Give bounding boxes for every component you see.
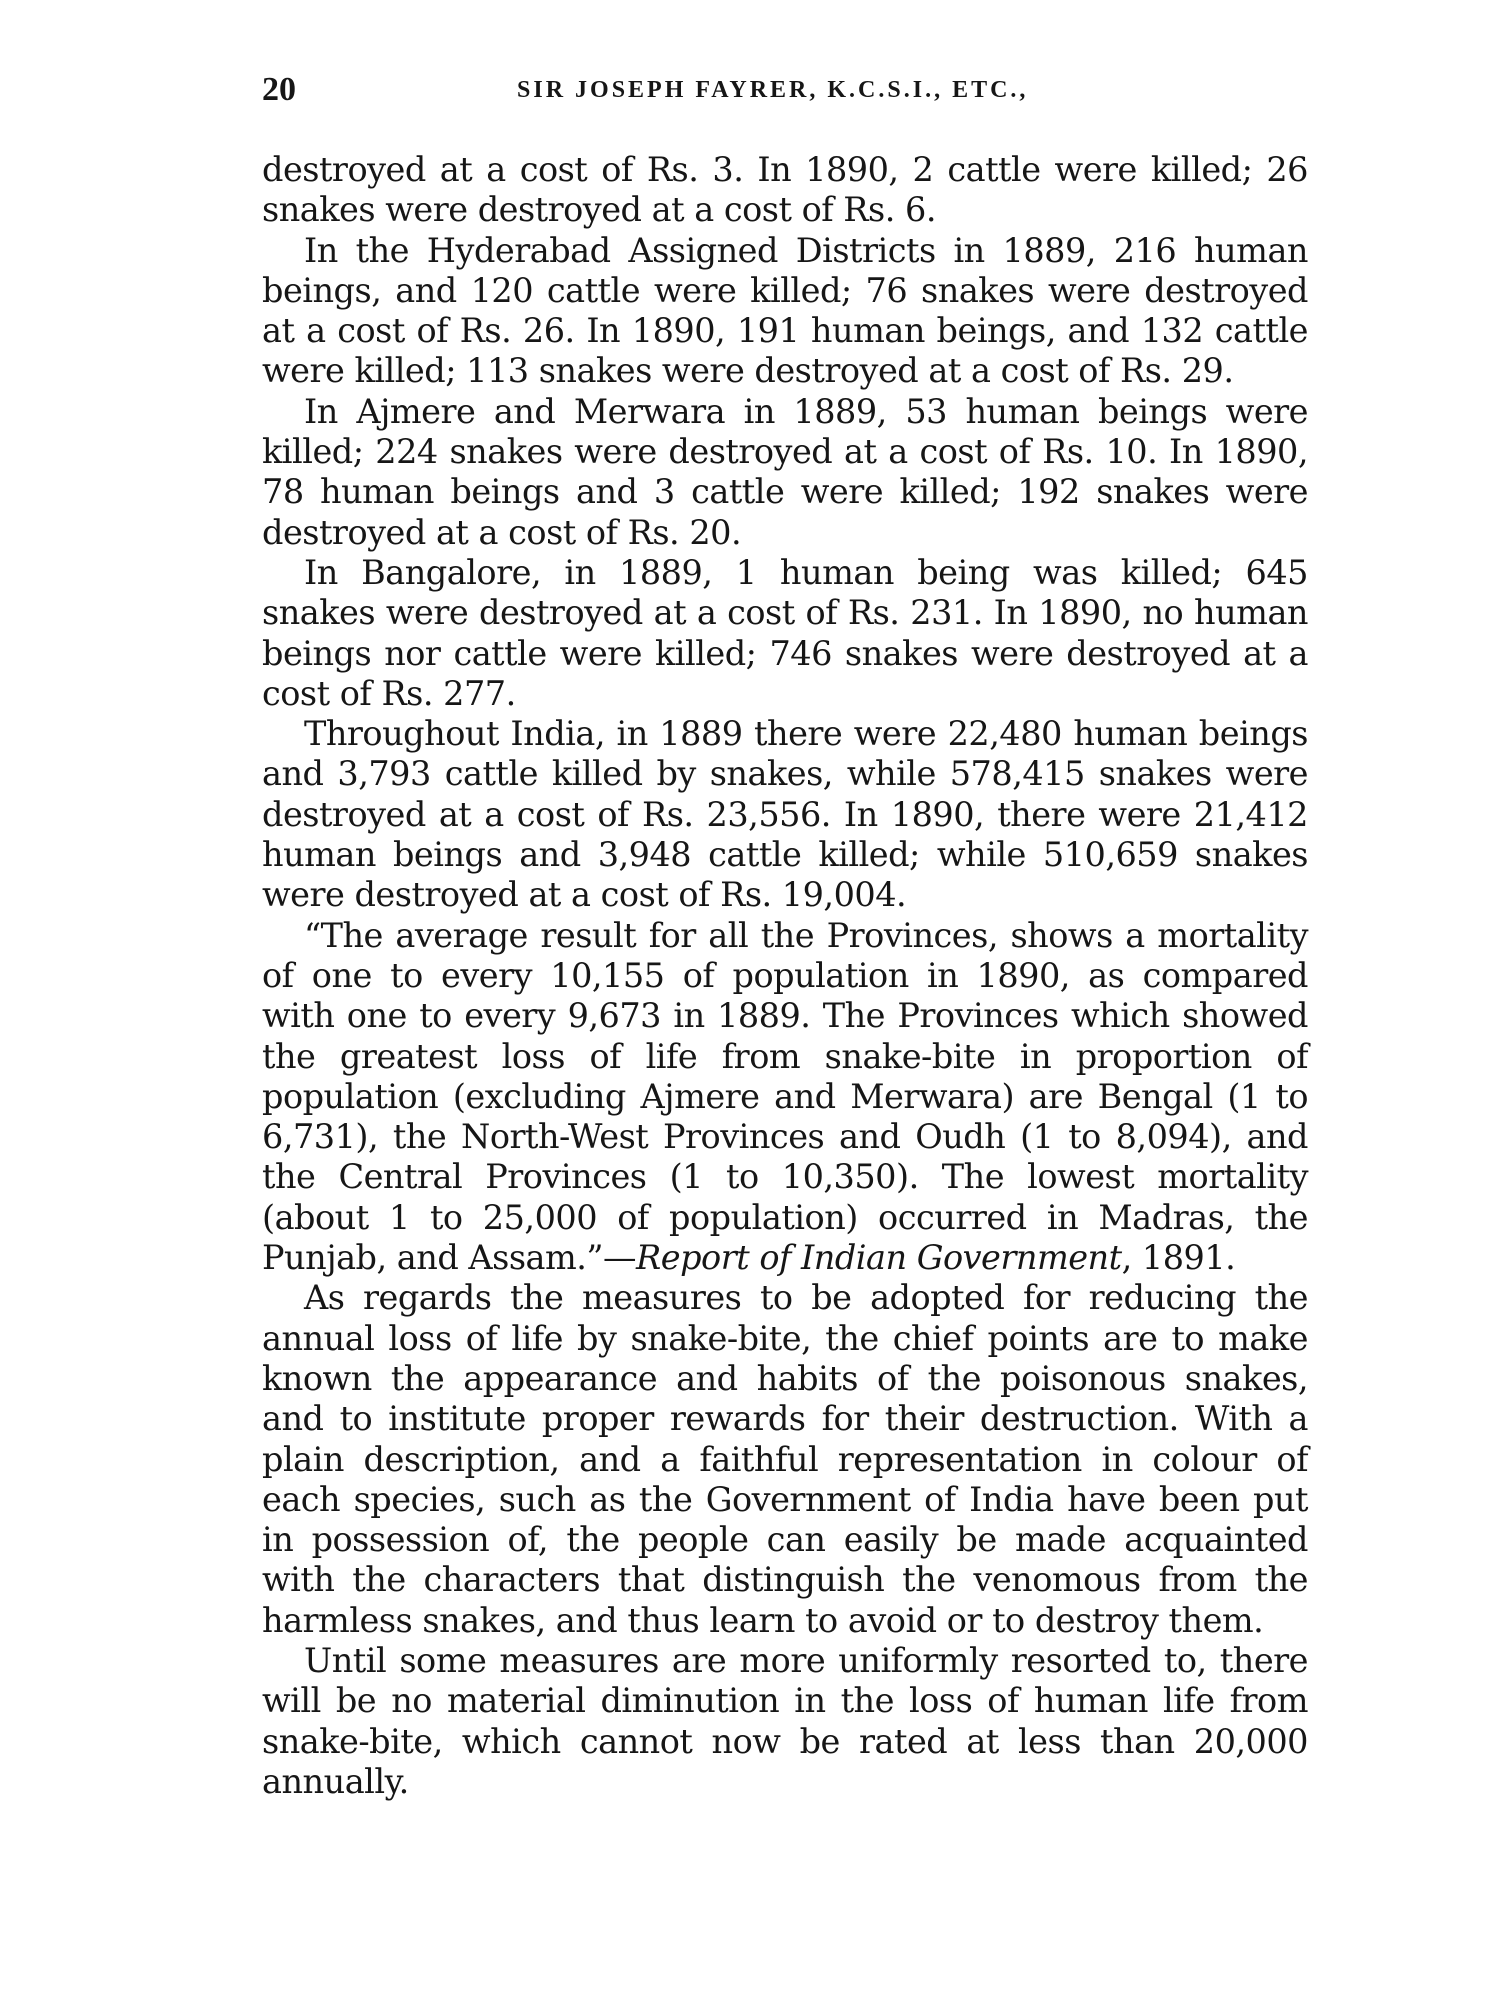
quoted-report-paragraph — [262, 916, 1308, 1279]
quote-text: “The average result for all the Provinces, shows a mortality of one to every 10,155 of population in 1890, as compared with one to every 9,673 in 1889. The Provinces which showed the greatest loss of life from snake-bite in proportion of population (excluding Ajmere and Merwara) are Bengal (1 to 6,731), the North-West Provinces and Oudh (1 to 8,094), and the Central Provinces (1 to 10,350). The lowest mortality (about 1 to 25,000 of population) occurred in Madras, the Punjab, and Assam.”— — [262, 915, 1308, 1278]
paragraph-bangalore: In Bangalore, in 1889, 1 human being was killed; 645 snakes were destroyed at a cost of Rs. 231. In 1890, no human beings nor cattle were killed; 746 snakes were destroyed at a cost of Rs. 277. — [262, 552, 1308, 713]
quote-year: , 1891. — [1121, 1238, 1236, 1278]
paragraph-measures: As regards the measures to be adopted for reducing the annual loss of life by snake-bite, the chief points are to make known the appearance and habits of the poisonous snakes, and to institute proper rewards for their destruction. With a plain description, and a faithful representation in colour of each species, such as the Government of India have been put in possession of, the people can easily be made acquainted with the characters that distinguish the venomous from the harmless snakes, and thus learn to avoid or to destroy them. — [262, 1278, 1308, 1640]
paragraph-continued: destroyed at a cost of Rs. 3. In 1890, 2 cattle were killed; 26 snakes were destroyed at a cost of Rs. 6. — [262, 150, 1308, 230]
running-title: SIR JOSEPH FAYRER, K.C.S.I., ETC., — [517, 77, 1029, 103]
paragraph-conclusion: Until some measures are more uniformly resorted to, there will be no material diminution in the loss of human life from snake-bite, which cannot now be rated at less than 20,000 annually. — [262, 1640, 1308, 1801]
page-number: 20 — [262, 71, 296, 108]
paragraph-hyderabad: In the Hyderabad Assigned Districts in 1889, 216 human beings, and 120 cattle were killed; 76 snakes were destroyed at a cost of Rs. 26. In 1890, 191 human beings, and 132 cattle were killed; 113 snakes were destroyed at a cost of Rs. 29. — [262, 230, 1308, 391]
quote-source: Report of Indian Government — [636, 1238, 1122, 1278]
body-text — [262, 150, 1308, 1802]
paragraph-india-totals: Throughout India, in 1889 there were 22,480 human beings and 3,793 cattle killed by snakes, while 578,415 snakes were destroyed at a cost of Rs. 23,556. In 1890, there were 21,412 human beings and 3,948 cattle killed; while 510,659 snakes were destroyed at a cost of Rs. 19,004. — [262, 714, 1308, 915]
paragraph-ajmere-merwara: In Ajmere and Merwara in 1889, 53 human beings were killed; 224 snakes were destroyed at a cost of Rs. 10. In 1890, 78 human beings and 3 cattle were killed; 192 snakes were destroyed at a cost of Rs. 20. — [262, 391, 1308, 552]
running-head — [262, 70, 1317, 120]
